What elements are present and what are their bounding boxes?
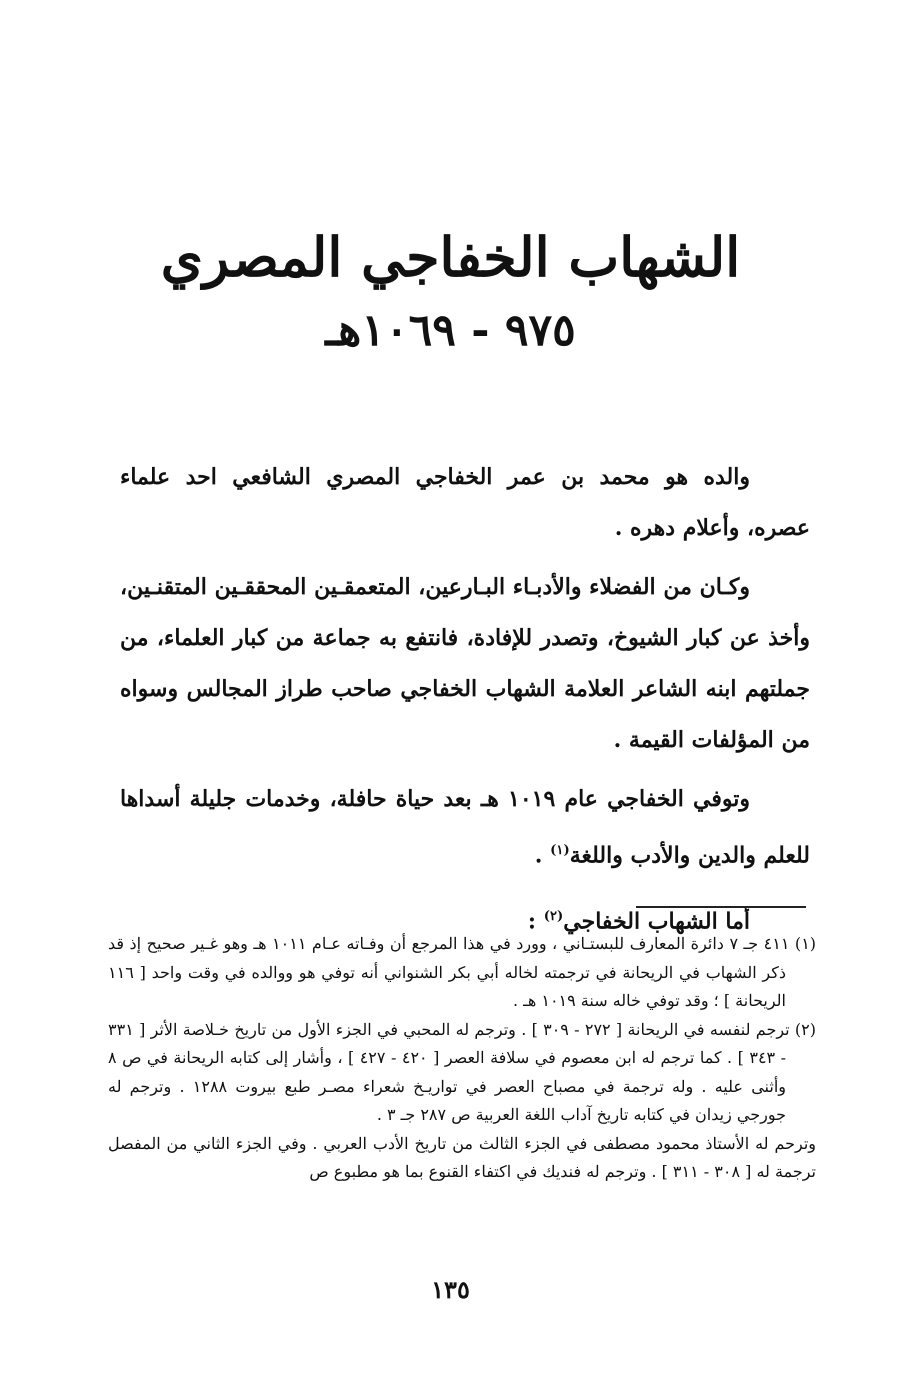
footnote-ref-1[interactable]: (١) [550, 843, 570, 858]
title-dates: ٩٧٥ - ١٠٦٩هـ [325, 305, 576, 356]
footnote-2-continued: وترحم له الأستاذ محمود مصطفى في الجزء الثالث من تاريخ الأدب العربي . وفي الجزء الثاني من المفصل ترجمة له [ ٣٠٨ - ٣١١ ] . وترجم له فنديك في اكتفاء القنوع بما هو مطبوع ص [108, 1133, 816, 1181]
footnotes-section [108, 930, 816, 1187]
paragraph-death-text: وتوفي الخفاجي عام ١٠١٩ هـ بعد حياة حافلة، وخدمات جليلة أسداها للعلم والدين والأدب واللغة [120, 786, 810, 869]
paragraph-father: والده هو محمد بن عمر الخفاجي المصري الشافعي احد علماء عصره، وأعلام دهره . [120, 464, 810, 541]
paragraph-shihab-text: أما الشهاب الخفاجي [563, 908, 750, 935]
footnote-ref-2[interactable]: (٢) [543, 909, 564, 925]
footnote-divider [636, 906, 806, 908]
main-body [120, 452, 810, 956]
page-title: الشهاب الخفاجي المصري [160, 225, 741, 289]
paragraph-death [120, 774, 810, 881]
page-number: ١٣٥ [431, 1275, 470, 1304]
paragraph-shihab-end: : [527, 908, 544, 935]
footnote-1: (١) ٤١١ جـ ٧ دائرة المعارف للبستـاني ، وورد في هذا المرجع أن وفـاته عـام ١٠١١ هـ وهو غـير صحيح إذ قد ذكر الشهاب في الريحانة في ترجمته لخاله أبي بكر الشنواني أنه توفي هو ووالده في وقت واحد [ ١١٦ الريحانة ] ؛ وقد توفي خاله سنة ١٠١٩ هـ . [108, 934, 817, 1010]
paragraph-virtues: وكـان من الفضلاء والأدبـاء البـارعين، المتعمقـين المحققـين المتقنـين، وأخذ عن كبار الشيوخ، وتصدر للإفادة، فانتفع به جماعة من كبار العلماء، من جملتهم ابنه الشاعر العلامة الشهاب الخفاجي صاحب طراز المجالس وسواه من المؤلفات القيمة . [120, 574, 810, 753]
footnote-2: (٢) ترجم لنفسه في الريحانة [ ٢٧٢ - ٣٠٩ ] . وترجم له المحبي في الجزء الأول من تاريخ خـلاصة الأثر [ ٣٣١ - ٣٤٣ ] . كما ترجم له ابن معصوم في سلافة العصر [ ٤٢٠ - ٤٢٧ ] ، وأشار إلى كتابه الريحانة في ص ٨ وأثنى عليه . وله ترجمة في مصباح العصر في تواريـخ شعراء مصـر طبع بيروت ١٢٨٨ . وترجم له جورجي زيدان في كتابه تاريخ آداب اللغة العربية ص ٢٨٧ جـ ٣ . [108, 1019, 816, 1124]
paragraph-death-end: . [534, 842, 551, 869]
